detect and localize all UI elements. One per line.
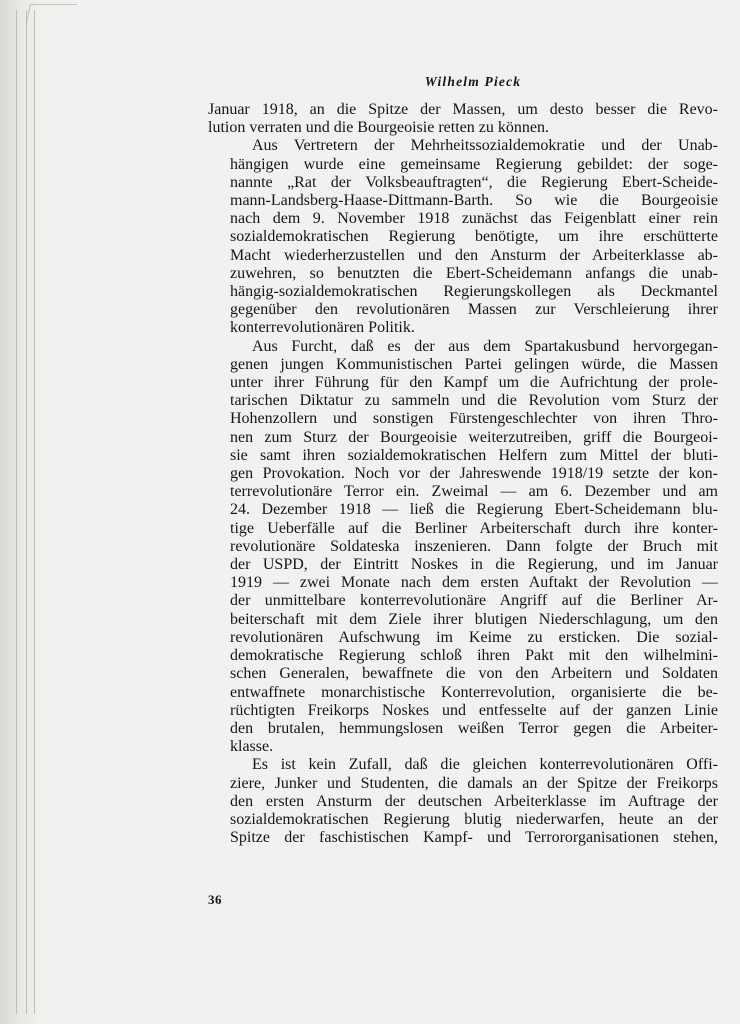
text-line: 24. Dezember 1918 — ließ die Regierung Ebert-Scheidemann blu- (230, 501, 718, 519)
text-line: revolutionären Aufschwung im Keime zu ersticken. Die sozial- (230, 628, 718, 646)
text-line: nannte „Rat der Volksbeauftragten“, die Regierung Ebert-Scheide- (230, 173, 718, 191)
text-line: Spitze der faschistischen Kampf- und Terrororganisationen stehen, (230, 829, 718, 847)
text-line: demokratische Regierung schloß ihren Pakt mit den wilhelmini- (230, 647, 718, 665)
gutter-corner-mark (26, 4, 77, 23)
text-line: Es ist kein Zufall, daß die gleichen konterrevolutionären Offi- (252, 756, 718, 774)
text-line: den brutalen, hemmungslosen weißen Terror gegen die Arbeiter- (230, 719, 718, 737)
text-line: sozialdemokratischen Regierung benötigte, um ihre erschütterte (230, 228, 718, 246)
text-line: genen jungen Kommunistischen Partei gelingen würde, die Massen (230, 355, 718, 373)
text-line: schen Generalen, bewaffnete die von den Arbeitern und Soldaten (230, 665, 718, 683)
paragraph (208, 338, 718, 757)
running-head: Wilhelm Pieck (424, 74, 522, 89)
text-line: revolutionäre Soldateska inszenieren. Dann folgte der Bruch mit (230, 537, 718, 555)
text-line: mann-Landsberg-Haase-Dittmann-Barth. So wie die Bourgeoisie (230, 192, 718, 210)
text-line: sie samt ihren sozialdemokratischen Helfern zum Mittel der bluti- (230, 446, 718, 464)
text-line: lution verraten und die Bourgeoisie retten zu können. (208, 119, 549, 137)
text-line: tige Ueberfälle auf die Berliner Arbeiterschaft durch ihre konter- (230, 519, 718, 537)
paragraph (208, 101, 718, 137)
text-line: Januar 1918, an die Spitze der Massen, um desto besser die Revo- (208, 101, 718, 118)
text-line: rüchtigten Freikorps Noskes und entfesselte auf der ganzen Linie (230, 701, 718, 719)
text-line: Aus Furcht, daß es der aus dem Spartakusbund hervorgegan- (252, 337, 718, 355)
text-line: ziere, Junker und Studenten, die damals an der Spitze der Freikorps (230, 774, 718, 792)
text-line: gen Provokation. Noch vor der Jahreswende 1918/19 setzte der kon- (230, 465, 718, 483)
paragraph (208, 756, 718, 847)
text-line: den ersten Ansturm der deutschen Arbeiterklasse im Auftrage der (230, 792, 718, 810)
text-line: der USPD, der Eintritt Noskes in die Regierung, und im Januar (230, 556, 718, 574)
text-line: konterrevolutionären Politik. (230, 319, 415, 337)
text-line: nen zum Sturz der Bourgeoisie weiterzutreiben, griff die Bourgeoi- (230, 428, 718, 446)
text-line: entwaffnete monarchistische Konterrevolution, organisierte die be- (230, 683, 718, 701)
body-text (208, 101, 718, 847)
gutter-edge-line (16, 10, 17, 1014)
text-line: Hohenzollern und sonstigen Fürstengeschlechter von ihren Thro- (230, 410, 718, 428)
text-line: hängig-sozialdemokratischen Regierungskollegen als Deckmantel (230, 283, 718, 301)
paragraph (208, 137, 718, 337)
text-line: nach dem 9. November 1918 zunächst das Feigenblatt einer rein (230, 210, 718, 228)
gutter-edge-line (26, 10, 27, 1014)
text-line: tarischen Diktatur zu sammeln und die Revolution vom Sturz der (230, 392, 718, 410)
page-number: 36 (208, 892, 222, 907)
text-line: sozialdemokratischen Regierung blutig niederwarfen, heute an der (230, 810, 718, 828)
text-line: hängigen wurde eine gemeinsame Regierung gebildet: der soge- (230, 155, 718, 173)
text-line: gegenüber den revolutionären Massen zur Verschleierung ihrer (230, 301, 718, 319)
text-line: Aus Vertretern der Mehrheitssozialdemokratie und der Unab- (252, 137, 718, 155)
text-line: 1919 — zwei Monate nach dem ersten Auftakt der Revolution — (230, 574, 718, 592)
text-line: Macht wiederherzustellen und den Ansturm der Arbeiterklasse ab- (230, 246, 718, 264)
gutter-edge-line (34, 10, 35, 1014)
text-line: zuwehren, so benutzten die Ebert-Scheidemann anfangs die unab- (230, 264, 718, 282)
text-line: beiterschaft mit dem Ziele ihrer blutigen Niederschlagung, um den (230, 610, 718, 628)
book-page (208, 70, 718, 930)
text-line: unter ihrer Führung für den Kampf um die Aufrichtung der prole- (230, 374, 718, 392)
text-line: der unmittelbare konterrevolutionäre Angriff auf die Berliner Ar- (230, 592, 718, 610)
text-line: terrevolutionäre Terror ein. Zweimal — am 6. Dezember und am (230, 483, 718, 501)
text-line: klasse. (230, 738, 274, 756)
book-gutter (0, 0, 46, 1024)
